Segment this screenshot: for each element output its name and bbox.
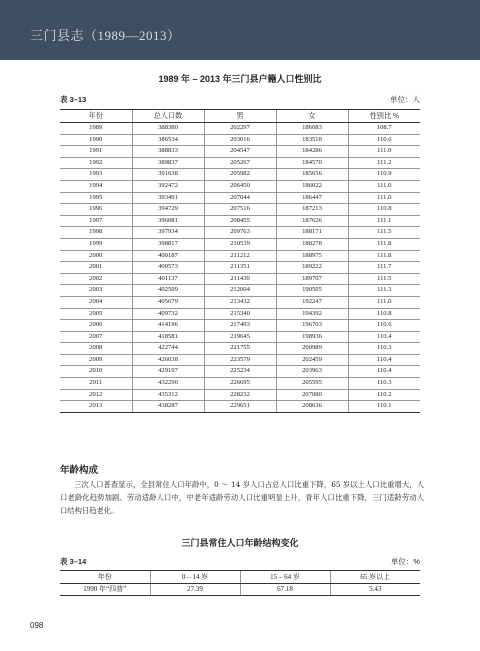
table-cell: 186083 <box>276 123 348 135</box>
table-cell: 2005 <box>60 308 132 320</box>
table-cell: 202459 <box>276 354 348 366</box>
table-cell: 1998 <box>60 227 132 239</box>
table-cell: 397934 <box>132 227 204 239</box>
table-cell: 111.2 <box>348 157 420 169</box>
table-cell: 1995 <box>60 192 132 204</box>
table-cell: 2007 <box>60 331 132 343</box>
table-cell: 229651 <box>204 401 276 413</box>
table-cell: 110.6 <box>348 320 420 332</box>
table-cell: 110.6 <box>348 134 420 146</box>
table-cell: 5.43 <box>330 584 420 596</box>
table-cell: 111.5 <box>348 227 420 239</box>
table-cell: 202297 <box>204 123 276 135</box>
table-cell: 219645 <box>204 331 276 343</box>
col-header-age-15-64: 15 – 64 岁 <box>240 571 330 584</box>
table-cell: 110.4 <box>348 354 420 366</box>
table-cell: 2002 <box>60 273 132 285</box>
table-row <box>60 238 420 250</box>
table-cell: 1990 年“四普” <box>60 584 150 596</box>
table-cell: 2008 <box>60 343 132 355</box>
table-cell: 2010 <box>60 366 132 378</box>
table-cell: 215340 <box>204 308 276 320</box>
table-row <box>60 343 420 355</box>
table-cell: 192247 <box>276 296 348 308</box>
table-cell: 111.5 <box>348 273 420 285</box>
table-cell: 391638 <box>132 169 204 181</box>
table-cell: 2009 <box>60 354 132 366</box>
table-cell: 189707 <box>276 273 348 285</box>
table-cell: 409732 <box>132 308 204 320</box>
table-cell: 110.8 <box>348 204 420 216</box>
table-cell: 438287 <box>132 401 204 413</box>
table-cell: 1993 <box>60 169 132 181</box>
table-cell: 394729 <box>132 204 204 216</box>
col-header-age-0-14: 0 – 14 岁 <box>150 571 240 584</box>
table-cell: 405679 <box>132 296 204 308</box>
table-cell: 393491 <box>132 192 204 204</box>
table-cell: 401137 <box>132 273 204 285</box>
col-header-age-65-plus: 65 岁以上 <box>330 571 420 584</box>
age-structure-table <box>60 570 420 596</box>
table-cell: 422744 <box>132 343 204 355</box>
table-cell: 186022 <box>276 180 348 192</box>
table-cell: 389837 <box>132 157 204 169</box>
table-cell: 402509 <box>132 285 204 297</box>
table-cell: 204547 <box>204 146 276 158</box>
table-cell: 226695 <box>204 378 276 390</box>
table-cell: 228232 <box>204 389 276 401</box>
table-cell: 221755 <box>204 343 276 355</box>
table-cell: 2004 <box>60 296 132 308</box>
table-cell: 200989 <box>276 343 348 355</box>
table-cell: 207516 <box>204 204 276 216</box>
table-cell: 190505 <box>276 285 348 297</box>
book-title: 三门县志（1989—2013） <box>30 28 181 43</box>
table-row <box>60 320 420 332</box>
table-row <box>60 146 420 158</box>
table-cell: 111.3 <box>348 285 420 297</box>
table-cell: 198936 <box>276 331 348 343</box>
col-header-ratio: 性别比 % <box>348 110 420 123</box>
table-cell: 207044 <box>204 192 276 204</box>
section-paragraph: 三次人口普查显示，全县常住人口年龄中，0 ～ 14 岁人口占总人口比重下降，65 岁以上人口比重增大，人口老龄化趋势加剧。劳动适龄人口中，中老年适龄劳动人口比重明显上升，青年人口比重下降，三门适龄劳动人口结构日趋老化。 <box>60 480 424 516</box>
table-cell: 211212 <box>204 250 276 262</box>
table-cell: 110.2 <box>348 389 420 401</box>
table-cell: 205267 <box>204 157 276 169</box>
table-row <box>60 192 420 204</box>
table-header-row <box>60 571 420 584</box>
table-cell: 1999 <box>60 238 132 250</box>
table2-number: 表 3–14 <box>60 557 87 566</box>
table-cell: 187213 <box>276 204 348 216</box>
table-cell: 1992 <box>60 157 132 169</box>
table-cell: 196703 <box>276 320 348 332</box>
table-cell: 211430 <box>204 273 276 285</box>
table-row <box>60 262 420 274</box>
table-cell: 111.1 <box>348 215 420 227</box>
table-cell: 225234 <box>204 366 276 378</box>
table-cell: 396081 <box>132 215 204 227</box>
table-cell: 67.18 <box>240 584 330 596</box>
table-cell: 110.4 <box>348 366 420 378</box>
table-cell: 208636 <box>276 401 348 413</box>
table-cell: 188975 <box>276 250 348 262</box>
table-cell: 187626 <box>276 215 348 227</box>
page-number: 098 <box>30 621 44 630</box>
table-cell: 110.3 <box>348 343 420 355</box>
table-row <box>60 389 420 401</box>
table-cell: 210539 <box>204 238 276 250</box>
table-cell: 205595 <box>276 378 348 390</box>
table-cell: 1997 <box>60 215 132 227</box>
table-cell: 1990 <box>60 134 132 146</box>
table-cell: 1996 <box>60 204 132 216</box>
table-cell: 213432 <box>204 296 276 308</box>
table-cell: 111.8 <box>348 238 420 250</box>
table-cell: 185656 <box>276 169 348 181</box>
table-cell: 2006 <box>60 320 132 332</box>
table-cell: 110.8 <box>348 308 420 320</box>
table-cell: 183518 <box>276 134 348 146</box>
table-row <box>60 584 420 596</box>
table-cell: 398817 <box>132 238 204 250</box>
table-cell: 111.0 <box>348 180 420 192</box>
table-cell: 1991 <box>60 146 132 158</box>
table-cell: 110.1 <box>348 401 420 413</box>
table-row <box>60 204 420 216</box>
section-heading: 年龄构成 <box>60 465 99 476</box>
table-cell: 223579 <box>204 354 276 366</box>
table-cell: 110.4 <box>348 331 420 343</box>
table-cell: 189222 <box>276 262 348 274</box>
table2-unit: 单位：% <box>390 557 420 566</box>
table-row <box>60 296 420 308</box>
table-row <box>60 366 420 378</box>
table-cell: 435312 <box>132 389 204 401</box>
table-row <box>60 308 420 320</box>
table-cell: 110.9 <box>348 169 420 181</box>
table-row <box>60 354 420 366</box>
table-row <box>60 285 420 297</box>
table-row <box>60 227 420 239</box>
table-cell: 400187 <box>132 250 204 262</box>
table-cell: 111.0 <box>348 296 420 308</box>
table-cell: 111.7 <box>348 262 420 274</box>
table-cell: 1989 <box>60 123 132 135</box>
table-cell: 208455 <box>204 215 276 227</box>
col-header-female: 女 <box>276 110 348 123</box>
table-cell: 388380 <box>132 123 204 135</box>
table1-title: 1989 年 – 2013 年三门县户籍人口性别比 <box>158 74 322 84</box>
table-row <box>60 401 420 413</box>
table-header-row <box>60 110 420 123</box>
table-row <box>60 378 420 390</box>
table-cell: 2011 <box>60 378 132 390</box>
table1-unit: 单位：人 <box>390 95 420 104</box>
table-cell: 2012 <box>60 389 132 401</box>
table-row <box>60 169 420 181</box>
table-cell: 400573 <box>132 262 204 274</box>
table-row <box>60 273 420 285</box>
table1-number: 表 3–13 <box>60 95 87 104</box>
col-header-year: 年份 <box>60 110 132 123</box>
table-row <box>60 134 420 146</box>
table-cell: 211351 <box>204 262 276 274</box>
table-cell: 111.0 <box>348 192 420 204</box>
table-cell: 2000 <box>60 250 132 262</box>
table2-title: 三门县常住人口年龄结构变化 <box>181 538 299 548</box>
table-cell: 111.8 <box>348 250 420 262</box>
table-cell: 110.3 <box>348 378 420 390</box>
table-cell: 392472 <box>132 180 204 192</box>
table-cell: 188278 <box>276 238 348 250</box>
table-cell: 194392 <box>276 308 348 320</box>
table-cell: 388833 <box>132 146 204 158</box>
table-cell: 386534 <box>132 134 204 146</box>
sex-ratio-table <box>60 109 420 413</box>
table-cell: 418581 <box>132 331 204 343</box>
table-cell: 184286 <box>276 146 348 158</box>
col-header-total: 总人口数 <box>132 110 204 123</box>
table-cell: 186447 <box>276 192 348 204</box>
table-cell: 426038 <box>132 354 204 366</box>
table-cell: 212004 <box>204 285 276 297</box>
table-cell: 203963 <box>276 366 348 378</box>
table-row <box>60 123 420 135</box>
table-row <box>60 180 420 192</box>
table-cell: 2003 <box>60 285 132 297</box>
table-cell: 1994 <box>60 180 132 192</box>
table-cell: 429197 <box>132 366 204 378</box>
table-cell: 432290 <box>132 378 204 390</box>
table-row <box>60 157 420 169</box>
table-cell: 207080 <box>276 389 348 401</box>
table-cell: 188171 <box>276 227 348 239</box>
table-cell: 203016 <box>204 134 276 146</box>
table-cell: 108.7 <box>348 123 420 135</box>
table-cell: 2013 <box>60 401 132 413</box>
table-cell: 111.0 <box>348 146 420 158</box>
table-cell: 184570 <box>276 157 348 169</box>
table-cell: 2001 <box>60 262 132 274</box>
table-row <box>60 215 420 227</box>
table-cell: 27.39 <box>150 584 240 596</box>
table-cell: 205982 <box>204 169 276 181</box>
table-cell: 206450 <box>204 180 276 192</box>
table-cell: 209763 <box>204 227 276 239</box>
table-cell: 414196 <box>132 320 204 332</box>
table-cell: 217493 <box>204 320 276 332</box>
col-header-year: 年份 <box>60 571 150 584</box>
table-row <box>60 250 420 262</box>
col-header-male: 男 <box>204 110 276 123</box>
table-row <box>60 331 420 343</box>
